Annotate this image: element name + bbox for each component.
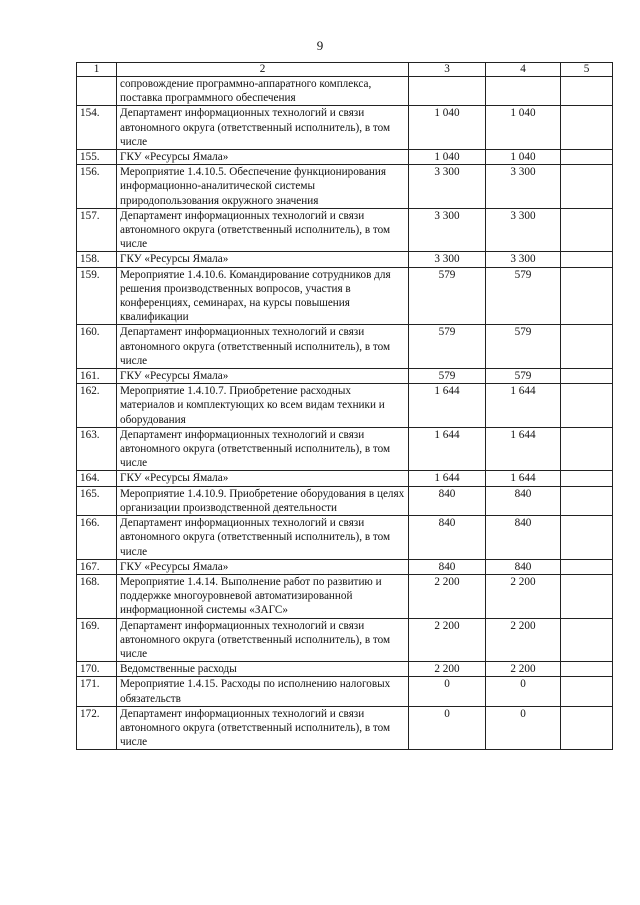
row-value-cell-5 [561,486,613,515]
table-row [77,559,613,574]
row-description-cell: Департамент информационных технологий и связи автономного округа (ответственный исполнитель), в том числе [117,427,409,471]
row-number-cell: 160. [77,325,117,369]
row-number-cell: 168. [77,574,117,618]
table-row [77,677,613,706]
row-description-cell: ГКУ «Ресурсы Ямала» [117,252,409,267]
row-value-cell-3: 3 300 [409,165,486,209]
row-description-cell: ГКУ «Ресурсы Ямала» [117,150,409,165]
table-row [77,471,613,486]
row-value-cell-4: 1 644 [486,471,561,486]
row-number-cell [77,77,117,106]
row-number-cell: 171. [77,677,117,706]
row-number-cell: 166. [77,516,117,560]
row-number-cell: 164. [77,471,117,486]
row-value-cell-5 [561,427,613,471]
row-number-cell: 165. [77,486,117,515]
table-row [77,486,613,515]
row-value-cell-4: 3 300 [486,208,561,252]
row-number-cell: 159. [77,267,117,325]
row-value-cell-3: 2 200 [409,662,486,677]
row-description-cell: Мероприятие 1.4.15. Расходы по исполнению налоговых обязательств [117,677,409,706]
row-value-cell-3: 3 300 [409,208,486,252]
row-description-cell: Мероприятие 1.4.10.6. Командирование сотрудников для решения производственных вопросов, участия в конференциях, семинарах, на курсы повышения квалификации [117,267,409,325]
table-row [77,208,613,252]
row-description-cell: Департамент информационных технологий и связи автономного округа (ответственный исполнитель), в том числе [117,706,409,750]
row-description-cell: Мероприятие 1.4.10.9. Приобретение оборудования в целях организации производственной деятельности [117,486,409,515]
row-value-cell-3: 840 [409,516,486,560]
row-value-cell-4: 2 200 [486,618,561,662]
table-row [77,106,613,150]
row-value-cell-5 [561,662,613,677]
row-value-cell-4: 2 200 [486,574,561,618]
page-number: 9 [316,38,324,53]
row-value-cell-4: 1 040 [486,106,561,150]
row-description-cell: ГКУ «Ресурсы Ямала» [117,559,409,574]
row-value-cell-4: 579 [486,267,561,325]
row-value-cell-3: 0 [409,677,486,706]
row-value-cell-4: 3 300 [486,165,561,209]
row-value-cell-5 [561,618,613,662]
row-value-cell-5 [561,574,613,618]
row-value-cell-3: 840 [409,486,486,515]
table-row [77,574,613,618]
row-value-cell-4: 840 [486,486,561,515]
row-description-cell: Ведомственные расходы [117,662,409,677]
row-value-cell-3: 2 200 [409,574,486,618]
column-header: 5 [561,63,613,77]
column-header: 2 [117,63,409,77]
row-number-cell: 156. [77,165,117,209]
table-row [77,384,613,428]
row-description-cell: Мероприятие 1.4.10.5. Обеспечение функционирования информационно-аналитической системы природопользования окружного значения [117,165,409,209]
row-number-cell: 161. [77,369,117,384]
column-header: 1 [77,63,117,77]
table-header-row [77,63,613,77]
row-value-cell-5 [561,165,613,209]
row-value-cell-5 [561,106,613,150]
row-value-cell-4: 1 644 [486,384,561,428]
table-row [77,77,613,106]
table-row [77,662,613,677]
row-value-cell-5 [561,706,613,750]
table-row [77,706,613,750]
row-value-cell-5 [561,677,613,706]
row-number-cell: 163. [77,427,117,471]
row-description-cell: Мероприятие 1.4.14. Выполнение работ по развитию и поддержке многоуровневой автоматизированной информационной системы «ЗАГС» [117,574,409,618]
column-header: 3 [409,63,486,77]
row-value-cell-3: 1 040 [409,150,486,165]
row-value-cell-5 [561,325,613,369]
row-value-cell-5 [561,369,613,384]
row-value-cell-4: 0 [486,706,561,750]
row-description-cell: Департамент информационных технологий и связи автономного округа (ответственный исполнитель), в том числе [117,516,409,560]
row-number-cell: 169. [77,618,117,662]
row-number-cell: 157. [77,208,117,252]
row-description-cell: Департамент информационных технологий и связи автономного округа (ответственный исполнитель), в том числе [117,325,409,369]
row-number-cell: 170. [77,662,117,677]
table-row [77,369,613,384]
row-value-cell-5 [561,77,613,106]
row-value-cell-4: 840 [486,516,561,560]
table-row [77,427,613,471]
row-description-cell: Мероприятие 1.4.10.7. Приобретение расходных материалов и комплектующих ко всем видам техники и оборудования [117,384,409,428]
row-description-cell: ГКУ «Ресурсы Ямала» [117,369,409,384]
row-number-cell: 154. [77,106,117,150]
row-value-cell-5 [561,516,613,560]
row-value-cell-3: 1 644 [409,427,486,471]
row-value-cell-3: 1 644 [409,384,486,428]
table-row [77,267,613,325]
row-value-cell-5 [561,208,613,252]
row-value-cell-4: 579 [486,325,561,369]
row-value-cell-4: 0 [486,677,561,706]
column-header: 4 [486,63,561,77]
row-value-cell-3: 840 [409,559,486,574]
row-value-cell-3: 1 644 [409,471,486,486]
row-value-cell-3 [409,77,486,106]
row-value-cell-4: 1 644 [486,427,561,471]
row-value-cell-5 [561,384,613,428]
row-value-cell-4: 840 [486,559,561,574]
row-value-cell-4: 3 300 [486,252,561,267]
budget-table [76,62,613,750]
row-value-cell-4: 579 [486,369,561,384]
row-value-cell-5 [561,150,613,165]
row-number-cell: 162. [77,384,117,428]
row-value-cell-4 [486,77,561,106]
table-row [77,252,613,267]
row-value-cell-3: 1 040 [409,106,486,150]
row-description-cell: ГКУ «Ресурсы Ямала» [117,471,409,486]
row-number-cell: 172. [77,706,117,750]
row-value-cell-5 [561,559,613,574]
table-row [77,618,613,662]
row-number-cell: 167. [77,559,117,574]
row-value-cell-5 [561,267,613,325]
row-number-cell: 158. [77,252,117,267]
row-value-cell-4: 2 200 [486,662,561,677]
table-row [77,325,613,369]
table-row [77,150,613,165]
row-value-cell-5 [561,471,613,486]
row-value-cell-3: 0 [409,706,486,750]
row-value-cell-3: 3 300 [409,252,486,267]
row-value-cell-4: 1 040 [486,150,561,165]
row-value-cell-3: 2 200 [409,618,486,662]
table-row [77,516,613,560]
row-description-cell: Департамент информационных технологий и связи автономного округа (ответственный исполнитель), в том числе [117,618,409,662]
row-value-cell-3: 579 [409,369,486,384]
row-value-cell-3: 579 [409,325,486,369]
row-number-cell: 155. [77,150,117,165]
row-value-cell-3: 579 [409,267,486,325]
table-row [77,165,613,209]
row-value-cell-5 [561,252,613,267]
row-description-cell: Департамент информационных технологий и связи автономного округа (ответственный исполнитель), в том числе [117,208,409,252]
row-description-cell: Департамент информационных технологий и связи автономного округа (ответственный исполнитель), в том числе [117,106,409,150]
row-description-cell: сопровождение программно-аппаратного комплекса, поставка программного обеспечения [117,77,409,106]
